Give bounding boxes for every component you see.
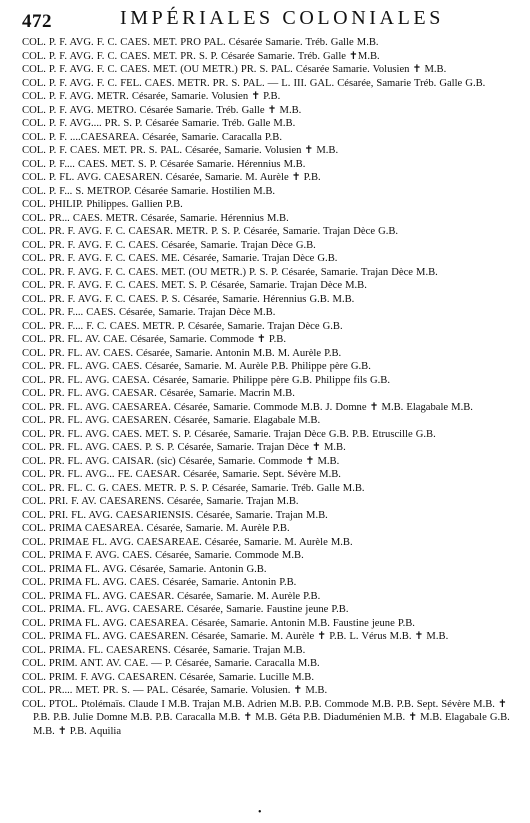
list-item: COL. PR. F.... F. C. CAES. METR. P. Césarée, Samarie. Trajan Dèce G.B. bbox=[22, 320, 343, 332]
list-item: COL. PR... CAES. METR. Césarée, Samarie. Hérennius M.B. bbox=[22, 212, 289, 224]
footer-mark: • bbox=[258, 807, 262, 818]
list-item: COL. P. F. AVG. F. C. CAES. MET. (OU METR.) PR. S. PAL. Césarée Samarie. Volusien ✝ M.B. bbox=[22, 64, 447, 75]
list-item: COL. P. F. AVG. METR. Césarée, Samarie. Volusien ✝ P.B. bbox=[22, 91, 281, 102]
list-item: COL. PR. F. AVG. F. C. CAESAR. METR. P. S. P. Césarée, Samarie. Trajan Dèce G.B. bbox=[22, 226, 399, 237]
list-item: COL. PR.... MET. PR. S. — PAL. Césarée, Samarie. Volusien. ✝ M.B. bbox=[22, 685, 328, 696]
list-item: COL. P. F.... CAES. MET. S. P. Césarée Samarie. Hérennius M.B. bbox=[22, 158, 306, 170]
list-item: COL. PR. F.... CAES. Césarée, Samarie. Trajan Dèce M.B. bbox=[22, 307, 276, 318]
list-item: COL. PR. F. AVG. F. C. CAES. ME. Césarée, Samarie. Trajan Dèce G.B. bbox=[22, 253, 338, 264]
list-item: COL. PR. F. AVG. F. C. CAES. Césarée, Samarie. Trajan Dèce G.B. bbox=[22, 239, 316, 251]
list-item: COL. PR. FL. AV. CAE. Césarée, Samarie. Commode ✝ P.B. bbox=[22, 334, 286, 345]
list-item: COL. P. FL. AVG. CAESAREN. Césarée, Samarie. M. Aurèle ✝ P.B. bbox=[22, 172, 321, 183]
list-item: COL. PTOL. Ptolémaïs. Claude I M.B. Trajan M.B. Adrien M.B. P.B. Commode M.B. P.B. Sept. Sévère M.B. ✝ P.B. P.B. Julie Domne M.B. P.B. Caracalla M.B. ✝ M.B. Géta P.B. Diaduménien M.B. ✝ M.B. Elagabale G.B. M.B. ✝ P.B. Aquilia bbox=[22, 698, 510, 737]
coin-legend-list bbox=[22, 36, 516, 738]
list-item: COL. PRIMA FL. AVG. CAES. Césarée, Samarie. Antonin P.B. bbox=[22, 577, 297, 588]
list-item: COL. PR. FL. AVG. CAESA. Césarée, Samarie. Philippe père G.B. Philippe fils G.B. bbox=[22, 374, 391, 386]
list-item: COL. P. F. AVG. METRO. Césarée Samarie. Tréb. Galle ✝ M.B. bbox=[22, 104, 302, 116]
list-item: COL. PR. FL. AVG. CAISAR. (sic) Césarée, Samarie. Commode ✝ M.B. bbox=[22, 455, 340, 467]
list-item: COL. P. F... S. METROP. Césarée Samarie. Hostilien M.B. bbox=[22, 185, 276, 197]
list-item: COL. PR. FL. AVG. CAES. Césarée, Samarie. M. Aurèle P.B. Philippe père G.B. bbox=[22, 361, 371, 372]
list-item: COL. P. F. CAES. MET. PR. S. PAL. Césarée, Samarie. Volusien ✝ M.B. bbox=[22, 145, 339, 156]
list-item: COL. PR. FL. AV. CAES. Césarée, Samarie. Antonin M.B. M. Aurèle P.B. bbox=[22, 347, 342, 359]
list-item: COL. PRIM. ANT. AV. CAE. — P. Césarée, Samarie. Caracalla M.B. bbox=[22, 658, 320, 669]
list-item: COL. PRIM. F. AVG. CAESAREN. Césarée, Samarie. Lucille M.B. bbox=[22, 671, 314, 683]
page-number: 472 bbox=[22, 11, 52, 32]
list-item: COL. PR. F. AVG. F. C. CAES. MET. (OU METR.) P. S. P. Césarée, Samarie. Trajan Dèce M.B. bbox=[22, 266, 438, 278]
running-title: IMPÉRIALES COLONIALES bbox=[120, 7, 444, 29]
list-item: COL. PRIMA FL. AVG. CAESAREA. Césarée, Samarie. Antonin M.B. Faustine jeune P.B. bbox=[22, 617, 415, 629]
list-item: COL. PRI. FL. AVG. CAESARIENSIS. Césarée, Samarie. Trajan M.B. bbox=[22, 509, 328, 521]
list-item: COL. PRIMAE FL. AVG. CAESAREAE. Césarée, Samarie. M. Aurèle M.B. bbox=[22, 536, 353, 548]
list-item: COL. PR. FL. AVG... FE. CAESAR. Césarée, Samarie. Sept. Sévère M.B. bbox=[22, 469, 341, 480]
list-item: COL. PR. FL. AVG. CAESAR. Césarée, Samarie. Macrin M.B. bbox=[22, 388, 295, 399]
list-item: COL. PR. FL. AVG. CAES. MET. S. P. Césarée, Samarie. Trajan Dèce G.B. P.B. Etruscille G.B. bbox=[22, 428, 436, 440]
list-item: COL. PR. FL. C. G. CAES. METR. P. S. P. Césarée, Samarie. Tréb. Galle M.B. bbox=[22, 482, 365, 494]
list-item: COL. PR. FL. AVG. CAES. P. S. P. Césarée, Samarie. Trajan Dèce ✝ M.B. bbox=[22, 442, 346, 453]
list-item: COL. PRIMA. FL. AVG. CAESARE. Césarée, Samarie. Faustine jeune P.B. bbox=[22, 604, 349, 615]
list-item: COL. PR. F. AVG. F. C. CAES. P. S. Césarée, Samarie. Hérennius G.B. M.B. bbox=[22, 293, 355, 305]
list-item: COL. P. F. AVG. F. C. CAES. MET. PRO PAL. Césarée Samarie. Tréb. Galle M.B. bbox=[22, 37, 379, 48]
list-item: COL. PR. FL. AVG. CAESAREA. Césarée, Samarie. Commode M.B. J. Domne ✝ M.B. Elagabale M.B. bbox=[22, 401, 473, 413]
list-item: COL. PHILIP. Philippes. Gallien P.B. bbox=[22, 199, 183, 210]
list-item: COL. P. F. AVG. F. C. FEL. CAES. METR. PR. S. PAL. — L. III. GAL. Césarée, Samarie Tréb. Galle G.B. bbox=[22, 77, 486, 89]
list-item: COL. PRIMA FL. AVG. CAESAR. Césarée, Samarie. M. Aurèle P.B. bbox=[22, 590, 321, 602]
list-item: COL. PRIMA FL. AVG. CAESAREN. Césarée, Samarie. M. Aurèle ✝ P.B. L. Vérus M.B. ✝ M.B. bbox=[22, 631, 449, 642]
list-item: COL. PRIMA FL. AVG. Césarée, Samarie. Antonin G.B. bbox=[22, 563, 267, 575]
list-item: COL. PRIMA. FL. CAESARENS. Césarée, Samarie. Trajan M.B. bbox=[22, 644, 306, 656]
list-item: COL. PRI. F. AV. CAESARENS. Césarée, Samarie. Trajan M.B. bbox=[22, 496, 299, 507]
list-item: COL. PR. FL. AVG. CAESAREN. Césarée, Samarie. Elagabale M.B. bbox=[22, 415, 321, 426]
list-item: COL. P. F. ....CAESAREA. Césarée, Samarie. Caracalla P.B. bbox=[22, 131, 282, 143]
list-item: COL. PRIMA F. AVG. CAES. Césarée, Samarie. Commode M.B. bbox=[22, 550, 304, 561]
list-item: COL. PR. F. AVG. F. C. CAES. MET. S. P. Césarée, Samarie. Trajan Dèce M.B. bbox=[22, 280, 367, 291]
list-item: COL. P. F. AVG. F. C. CAES. MET. PR. S. P. Césarée Samarie. Tréb. Galle ✝M.B. bbox=[22, 50, 380, 62]
list-item: COL. PRIMA CAESAREA. Césarée, Samarie. M. Aurèle P.B. bbox=[22, 523, 290, 534]
list-item: COL. P. F. AVG.... PR. S. P. Césarée Samarie. Tréb. Galle M.B. bbox=[22, 118, 296, 129]
page-header bbox=[22, 6, 516, 36]
